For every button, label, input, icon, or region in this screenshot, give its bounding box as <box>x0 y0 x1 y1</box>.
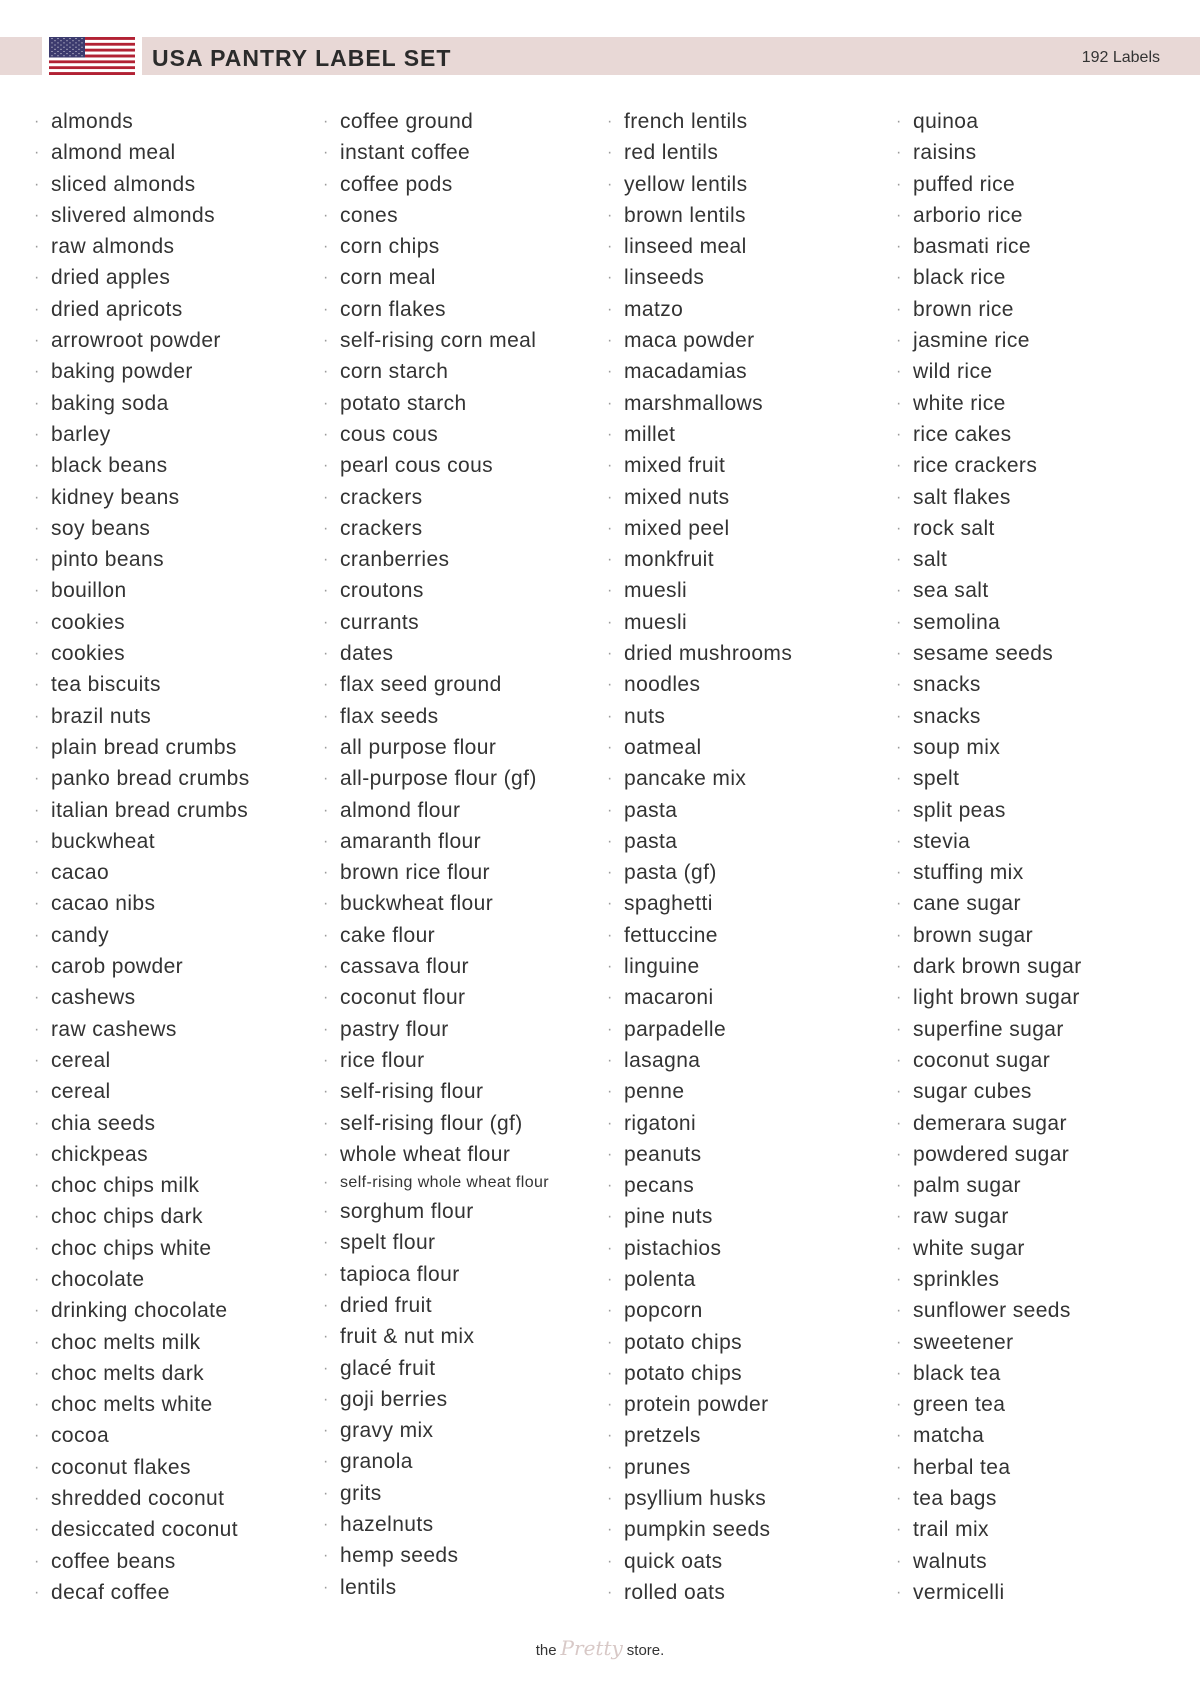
label-item: · noodles <box>607 669 792 700</box>
label-item: · black tea <box>896 1358 1082 1389</box>
label-item: · arborio rice <box>896 200 1082 231</box>
label-item: · basmati rice <box>896 231 1082 262</box>
label-item: · choc chips milk <box>34 1170 250 1201</box>
label-item: · parpadelle <box>607 1014 792 1045</box>
label-item: · coconut flour <box>323 982 549 1013</box>
label-column-1 <box>34 106 250 1608</box>
label-item: · monkfruit <box>607 544 792 575</box>
label-item: · dried fruit <box>323 1290 549 1321</box>
label-item: · tea bags <box>896 1483 1082 1514</box>
label-item: · baking soda <box>34 388 250 419</box>
label-item: · chia seeds <box>34 1108 250 1139</box>
label-item: · spelt <box>896 763 1082 794</box>
label-item: · almond flour <box>323 795 549 826</box>
label-count: 192 Labels <box>1081 49 1160 66</box>
label-item: · semolina <box>896 607 1082 638</box>
label-item: · demerara sugar <box>896 1108 1082 1139</box>
label-item: · raw cashews <box>34 1014 250 1045</box>
label-item: · crackers <box>323 482 549 513</box>
label-item: · cane sugar <box>896 888 1082 919</box>
label-item: · decaf coffee <box>34 1577 250 1608</box>
label-item: · coconut sugar <box>896 1045 1082 1076</box>
label-item: · popcorn <box>607 1295 792 1326</box>
label-column-2 <box>323 106 549 1603</box>
label-item: · herbal tea <box>896 1452 1082 1483</box>
label-item: · oatmeal <box>607 732 792 763</box>
label-item: · choc melts milk <box>34 1327 250 1358</box>
label-item: · potato starch <box>323 388 549 419</box>
label-item: · slivered almonds <box>34 200 250 231</box>
label-item: · bouillon <box>34 575 250 606</box>
label-item: · instant coffee <box>323 137 549 168</box>
label-item: · cocoa <box>34 1420 250 1451</box>
label-item: · snacks <box>896 701 1082 732</box>
label-item: · cacao nibs <box>34 888 250 919</box>
label-item: · rice flour <box>323 1045 549 1076</box>
label-item: · pretzels <box>607 1420 792 1451</box>
label-item: · cashews <box>34 982 250 1013</box>
label-item: · salt <box>896 544 1082 575</box>
label-item: · raw sugar <box>896 1201 1082 1232</box>
label-item: · panko bread crumbs <box>34 763 250 794</box>
label-item: · arrowroot powder <box>34 325 250 356</box>
label-item: · macaroni <box>607 982 792 1013</box>
label-column-4 <box>896 106 1082 1608</box>
label-item: · rock salt <box>896 513 1082 544</box>
label-item: · cassava flour <box>323 951 549 982</box>
label-item: · yellow lentils <box>607 169 792 200</box>
label-item: · puffed rice <box>896 169 1082 200</box>
label-item: · crackers <box>323 513 549 544</box>
label-item: · cereal <box>34 1045 250 1076</box>
label-item: · salt flakes <box>896 482 1082 513</box>
label-item: · self-rising flour (gf) <box>323 1108 549 1139</box>
label-item: · mixed nuts <box>607 482 792 513</box>
label-item: · brown rice flour <box>323 857 549 888</box>
label-item: · desiccated coconut <box>34 1514 250 1545</box>
label-item: · cake flour <box>323 920 549 951</box>
label-item: · marshmallows <box>607 388 792 419</box>
label-item: · dark brown sugar <box>896 951 1082 982</box>
label-item: · flax seed ground <box>323 669 549 700</box>
footer-the: the <box>535 1642 557 1659</box>
label-item: · green tea <box>896 1389 1082 1420</box>
label-item: · gravy mix <box>323 1415 549 1446</box>
label-item: · jasmine rice <box>896 325 1082 356</box>
label-item: · dates <box>323 638 549 669</box>
label-item: · drinking chocolate <box>34 1295 250 1326</box>
label-item: · penne <box>607 1076 792 1107</box>
label-item: · raw almonds <box>34 231 250 262</box>
label-item: · prunes <box>607 1452 792 1483</box>
label-item: · mixed fruit <box>607 450 792 481</box>
label-column-3 <box>607 106 792 1608</box>
label-item: · red lentils <box>607 137 792 168</box>
label-item: · maca powder <box>607 325 792 356</box>
label-item: · linseed meal <box>607 231 792 262</box>
label-item: · hazelnuts <box>323 1509 549 1540</box>
label-item: · italian bread crumbs <box>34 795 250 826</box>
label-item: · corn starch <box>323 356 549 387</box>
label-item: · psyllium husks <box>607 1483 792 1514</box>
label-item: · matzo <box>607 294 792 325</box>
label-item: · self-rising whole wheat flour <box>323 1170 549 1196</box>
label-item: · all purpose flour <box>323 732 549 763</box>
label-item: · brown sugar <box>896 920 1082 951</box>
label-item: · whole wheat flour <box>323 1139 549 1170</box>
label-item: · dried apples <box>34 262 250 293</box>
label-item: · granola <box>323 1446 549 1477</box>
label-item: · black beans <box>34 450 250 481</box>
label-item: · cranberries <box>323 544 549 575</box>
label-item: · macadamias <box>607 356 792 387</box>
label-item: · protein powder <box>607 1389 792 1420</box>
label-item: · coffee beans <box>34 1546 250 1577</box>
label-item: · amaranth flour <box>323 826 549 857</box>
page-title: USA PANTRY LABEL SET <box>152 45 452 71</box>
label-item: · cookies <box>34 638 250 669</box>
label-item: · sunflower seeds <box>896 1295 1082 1326</box>
label-item: · quinoa <box>896 106 1082 137</box>
label-item: · spelt flour <box>323 1227 549 1258</box>
label-item: · quick oats <box>607 1546 792 1577</box>
label-item: · corn chips <box>323 231 549 262</box>
label-item: · tapioca flour <box>323 1259 549 1290</box>
label-item: · linguine <box>607 951 792 982</box>
label-item: · pecans <box>607 1170 792 1201</box>
label-item: · trail mix <box>896 1514 1082 1545</box>
label-item: · pasta <box>607 826 792 857</box>
label-item: · coffee pods <box>323 169 549 200</box>
label-item: · plain bread crumbs <box>34 732 250 763</box>
footer-store: store. <box>626 1642 665 1659</box>
label-item: · cereal <box>34 1076 250 1107</box>
label-item: · soup mix <box>896 732 1082 763</box>
label-item: · peanuts <box>607 1139 792 1170</box>
label-item: · rice crackers <box>896 450 1082 481</box>
label-item: · self-rising flour <box>323 1076 549 1107</box>
label-item: · choc chips dark <box>34 1201 250 1232</box>
label-item: · cookies <box>34 607 250 638</box>
label-item: · linseeds <box>607 262 792 293</box>
label-item: · cones <box>323 200 549 231</box>
label-item: · goji berries <box>323 1384 549 1415</box>
label-item: · brown lentils <box>607 200 792 231</box>
label-item: · brazil nuts <box>34 701 250 732</box>
label-item: · sliced almonds <box>34 169 250 200</box>
label-item: · walnuts <box>896 1546 1082 1577</box>
usa-flag-icon <box>42 37 142 75</box>
label-item: · grits <box>323 1478 549 1509</box>
label-item: · baking powder <box>34 356 250 387</box>
label-item: · flax seeds <box>323 701 549 732</box>
label-item: · fettuccine <box>607 920 792 951</box>
label-item: · almond meal <box>34 137 250 168</box>
label-item: · kidney beans <box>34 482 250 513</box>
footer-script-logo: Pretty <box>560 1636 623 1660</box>
label-item: · white sugar <box>896 1233 1082 1264</box>
label-item: · dried apricots <box>34 294 250 325</box>
label-item: · lasagna <box>607 1045 792 1076</box>
label-item: · pastry flour <box>323 1014 549 1045</box>
label-item: · white rice <box>896 388 1082 419</box>
label-item: · polenta <box>607 1264 792 1295</box>
label-item: · chocolate <box>34 1264 250 1295</box>
label-item: · corn flakes <box>323 294 549 325</box>
label-item: · all-purpose flour (gf) <box>323 763 549 794</box>
label-item: · hemp seeds <box>323 1540 549 1571</box>
label-item: · potato chips <box>607 1327 792 1358</box>
label-item: · pearl cous cous <box>323 450 549 481</box>
label-item: · choc melts dark <box>34 1358 250 1389</box>
label-item: · rigatoni <box>607 1108 792 1139</box>
label-item: · carob powder <box>34 951 250 982</box>
label-item: · sea salt <box>896 575 1082 606</box>
label-item: · choc chips white <box>34 1233 250 1264</box>
label-item: · pumpkin seeds <box>607 1514 792 1545</box>
label-item: · lentils <box>323 1572 549 1603</box>
label-item: · light brown sugar <box>896 982 1082 1013</box>
label-item: · coffee ground <box>323 106 549 137</box>
label-item: · glacé fruit <box>323 1353 549 1384</box>
label-item: · pinto beans <box>34 544 250 575</box>
label-item: · tea biscuits <box>34 669 250 700</box>
label-item: · soy beans <box>34 513 250 544</box>
label-item: · raisins <box>896 137 1082 168</box>
label-item: · superfine sugar <box>896 1014 1082 1045</box>
label-item: · fruit & nut mix <box>323 1321 549 1352</box>
label-item: · french lentils <box>607 106 792 137</box>
label-item: · cacao <box>34 857 250 888</box>
label-item: · split peas <box>896 795 1082 826</box>
label-item: · pancake mix <box>607 763 792 794</box>
label-item: · mixed peel <box>607 513 792 544</box>
label-item: · croutons <box>323 575 549 606</box>
label-item: · muesli <box>607 607 792 638</box>
label-item: · palm sugar <box>896 1170 1082 1201</box>
label-item: · dried mushrooms <box>607 638 792 669</box>
label-item: · spaghetti <box>607 888 792 919</box>
label-item: · rice cakes <box>896 419 1082 450</box>
label-item: · cous cous <box>323 419 549 450</box>
label-item: · sprinkles <box>896 1264 1082 1295</box>
header-band <box>0 37 1200 75</box>
label-item: · rolled oats <box>607 1577 792 1608</box>
label-item: · sweetener <box>896 1327 1082 1358</box>
label-item: · chickpeas <box>34 1139 250 1170</box>
label-item: · barley <box>34 419 250 450</box>
label-item: · shredded coconut <box>34 1483 250 1514</box>
label-item: · sesame seeds <box>896 638 1082 669</box>
label-item: · pine nuts <box>607 1201 792 1232</box>
label-item: · millet <box>607 419 792 450</box>
label-item: · potato chips <box>607 1358 792 1389</box>
label-item: · powdered sugar <box>896 1139 1082 1170</box>
label-item: · almonds <box>34 106 250 137</box>
label-item: · sorghum flour <box>323 1196 549 1227</box>
label-item: · nuts <box>607 701 792 732</box>
label-item: · candy <box>34 920 250 951</box>
label-item: · stuffing mix <box>896 857 1082 888</box>
label-item: · choc melts white <box>34 1389 250 1420</box>
label-item: · brown rice <box>896 294 1082 325</box>
label-item: · pasta (gf) <box>607 857 792 888</box>
label-item: · wild rice <box>896 356 1082 387</box>
label-item: · self-rising corn meal <box>323 325 549 356</box>
label-item: · buckwheat flour <box>323 888 549 919</box>
label-item: · stevia <box>896 826 1082 857</box>
label-item: · currants <box>323 607 549 638</box>
label-item: · sugar cubes <box>896 1076 1082 1107</box>
label-item: · corn meal <box>323 262 549 293</box>
label-item: · black rice <box>896 262 1082 293</box>
label-item: · buckwheat <box>34 826 250 857</box>
label-item: · snacks <box>896 669 1082 700</box>
label-item: · pistachios <box>607 1233 792 1264</box>
label-item: · muesli <box>607 575 792 606</box>
brand-footer <box>0 1636 1200 1660</box>
label-item: · coconut flakes <box>34 1452 250 1483</box>
label-item: · pasta <box>607 795 792 826</box>
label-item: · vermicelli <box>896 1577 1082 1608</box>
label-item: · matcha <box>896 1420 1082 1451</box>
